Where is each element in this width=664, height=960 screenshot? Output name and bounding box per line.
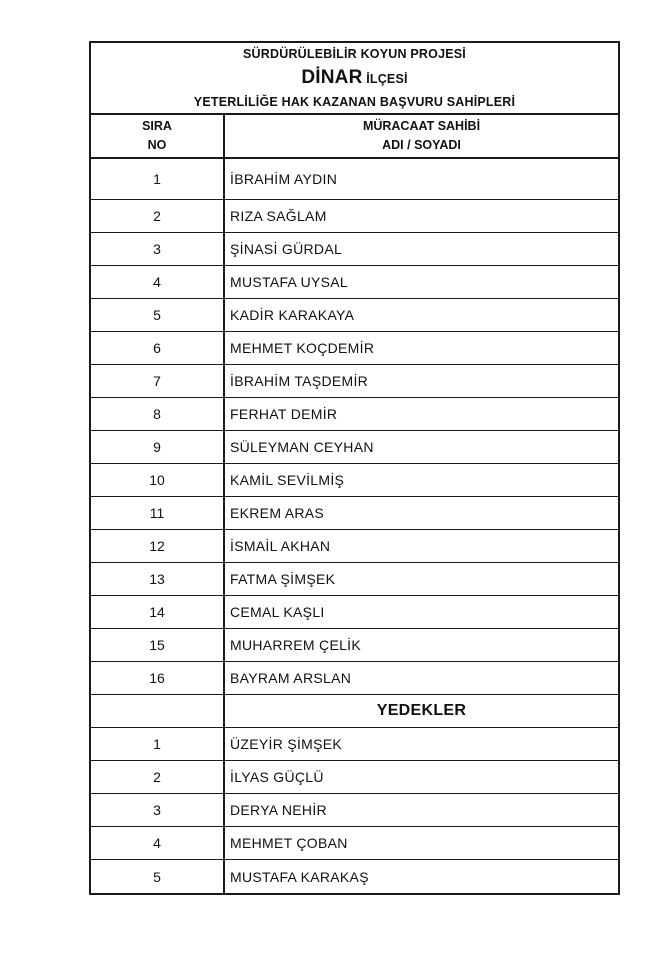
row-name: İBRAHİM AYDIN	[230, 171, 338, 187]
row-name: RIZA SAĞLAM	[230, 208, 327, 224]
table-row	[91, 332, 618, 365]
table-body	[91, 159, 618, 893]
row-number: 2	[91, 761, 225, 793]
row-number: 9	[91, 431, 225, 463]
row-number: 1	[91, 728, 225, 760]
column-header-name	[225, 115, 618, 157]
row-number: 16	[91, 662, 225, 694]
row-name: MEHMET ÇOBAN	[230, 835, 348, 851]
row-number: 3	[91, 794, 225, 826]
table-row	[91, 761, 618, 794]
table-row	[91, 365, 618, 398]
district-title	[91, 65, 618, 91]
row-name: ÜZEYİR ŞİMŞEK	[230, 736, 343, 752]
row-number: 5	[91, 860, 225, 893]
row-number: 12	[91, 530, 225, 562]
row-name: MUSTAFA UYSAL	[230, 274, 349, 290]
row-name: ŞİNASİ GÜRDAL	[230, 241, 343, 257]
row-number: 4	[91, 827, 225, 859]
row-number: 1	[91, 159, 225, 199]
row-name: BAYRAM ARSLAN	[230, 670, 352, 686]
district-name: DİNAR	[301, 67, 363, 88]
row-name: MUHARREM ÇELİK	[230, 637, 361, 653]
row-number: 7	[91, 365, 225, 397]
row-name: DERYA NEHİR	[230, 802, 327, 818]
row-number: 15	[91, 629, 225, 661]
table-row	[91, 299, 618, 332]
row-name: EKREM ARAS	[230, 505, 325, 521]
column-header-no-line2: NO	[147, 138, 167, 152]
row-name: MUSTAFA KARAKAŞ	[230, 868, 369, 885]
column-header-no	[91, 115, 225, 157]
table-row	[91, 827, 618, 860]
row-name: FATMA ŞİMŞEK	[230, 571, 336, 587]
row-name: İBRAHİM TAŞDEMİR	[230, 373, 369, 389]
row-name: SÜLEYMAN CEYHAN	[230, 439, 374, 455]
table-row	[91, 233, 618, 266]
column-header-name-line2: ADI / SOYADI	[382, 138, 461, 152]
row-number: 5	[91, 299, 225, 331]
table-row	[91, 596, 618, 629]
table-row	[91, 398, 618, 431]
row-number: 8	[91, 398, 225, 430]
row-name: FERHAT DEMİR	[230, 406, 338, 422]
table-row	[91, 563, 618, 596]
reserves-title: YEDEKLER	[376, 702, 467, 719]
project-title: SÜRDÜRÜLEBİLİR KOYUN PROJESİ	[243, 47, 466, 61]
table-row	[91, 266, 618, 299]
column-header-name-line1: MÜRACAAT SAHİBİ	[362, 119, 481, 133]
table-row	[91, 794, 618, 827]
row-number: 14	[91, 596, 225, 628]
column-header-row	[91, 115, 618, 159]
table-row	[91, 860, 618, 893]
applicant-table	[89, 41, 620, 895]
table-row	[91, 464, 618, 497]
row-number: 13	[91, 563, 225, 595]
row-name: İLYAS GÜÇLÜ	[230, 769, 324, 785]
table-row	[91, 159, 618, 200]
row-number: 10	[91, 464, 225, 496]
table-row	[91, 497, 618, 530]
row-name: CEMAL KAŞLI	[230, 604, 325, 620]
row-number: 11	[91, 497, 225, 529]
row-number: 6	[91, 332, 225, 364]
row-name: KADİR KARAKAYA	[230, 307, 355, 323]
row-number: 2	[91, 200, 225, 232]
row-number: 3	[91, 233, 225, 265]
table-row	[91, 200, 618, 233]
table-row	[91, 431, 618, 464]
table-row	[91, 728, 618, 761]
list-subtitle: YETERLİLİĞE HAK KAZANAN BAŞVURU SAHİPLERİ	[91, 91, 618, 115]
column-header-no-line1: SIRA	[142, 119, 172, 133]
reserves-section-row	[91, 695, 618, 728]
row-number: 4	[91, 266, 225, 298]
table-row	[91, 662, 618, 695]
row-name: KAMİL SEVİLMİŞ	[230, 472, 345, 488]
row-name: MEHMET KOÇDEMİR	[230, 340, 375, 356]
table-row	[91, 629, 618, 662]
table-row	[91, 530, 618, 563]
row-name: İSMAİL AKHAN	[230, 538, 331, 554]
district-suffix: İLÇESİ	[366, 72, 408, 86]
row-number-empty	[91, 695, 225, 727]
